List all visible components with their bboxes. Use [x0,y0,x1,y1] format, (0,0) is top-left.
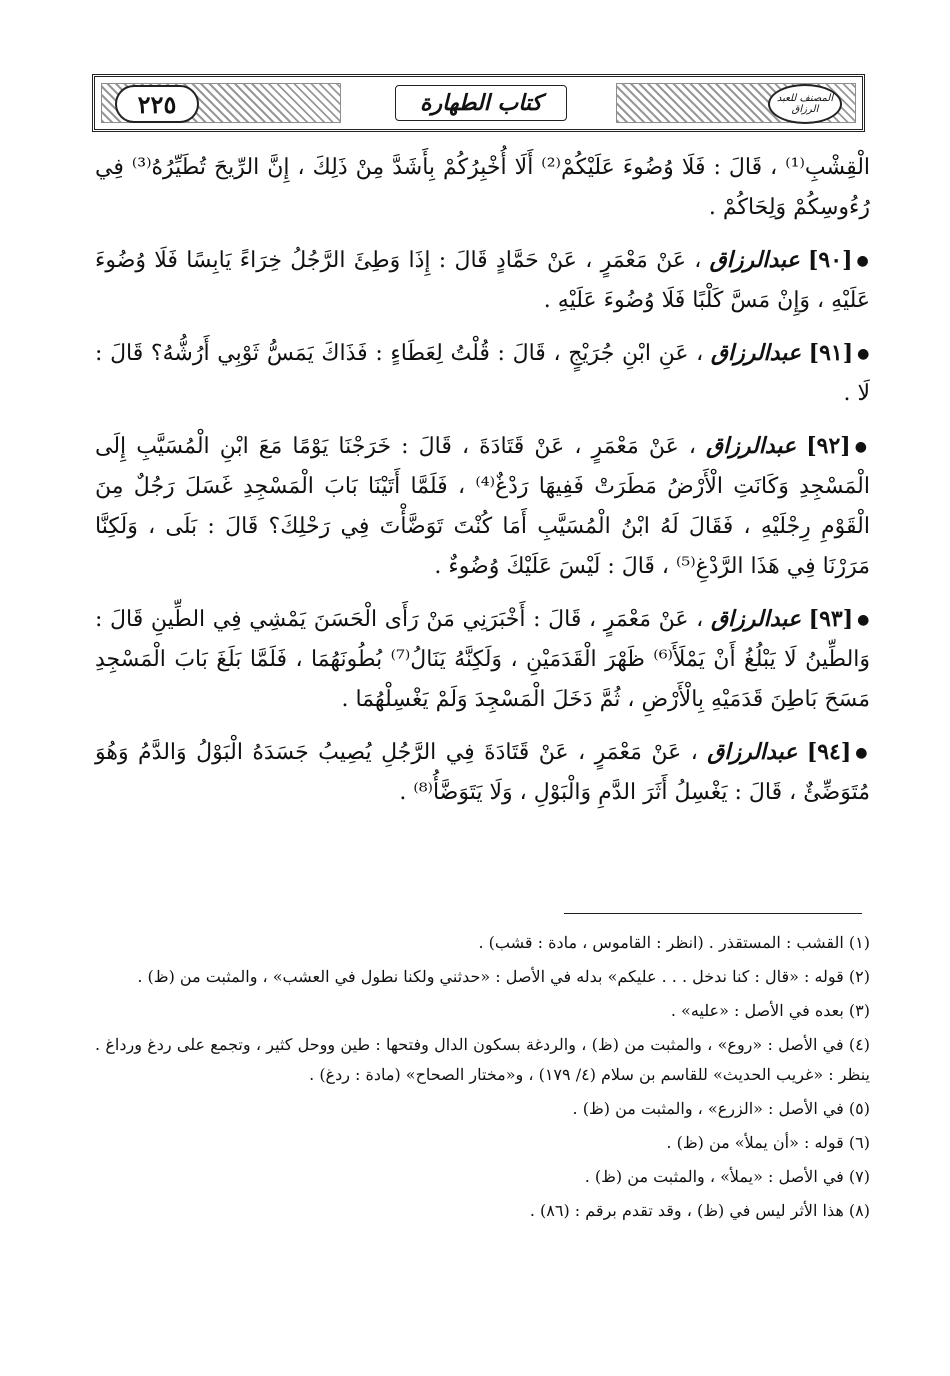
bullet-icon: ● [857,346,871,362]
hadith-author: عبدالرزاق [710,340,801,366]
hadith-93 [95,599,870,720]
hadith-author: عبدالرزاق [707,739,798,765]
hadith-90 [95,240,870,321]
hadith-number: [٩٠] [808,247,853,273]
hadith-94 [95,732,870,813]
footnote-7: (٧) في الأصل : «يملأ» ، والمثبت من (ظ) . [584,1167,870,1186]
hadith-number: [٩٤] [806,739,852,765]
hadith-author: عبدالرزاق [706,433,797,459]
page-header [92,74,865,132]
footnotes [95,928,870,1230]
paragraph-continued: الْقِشْبِ⁽¹⁾ ، قَالَ : فَلَا وُضُوءَ عَلَيْكُمْ⁽²⁾ أَلَا أُخْبِرُكُمْ بِأَشَدَّ مِنْ ذَلِكَ ، إِنَّ الرِّيحَ تُطَيِّرُهُ⁽³⁾ فِي رُءُوسِكُمْ وَلِحَاكُمْ . [95,155,871,220]
bullet-icon: ● [857,612,871,628]
footnote-3: (٣) بعده في الأصل : «عليه» . [670,1001,870,1020]
hadith-text: ، عَنْ مَعْمَرٍ ، عَنْ قَتَادَةَ ، قَالَ : خَرَجْنَا يَوْمًا مَعَ ابْنِ الْمُسَيَّبِ إِلَى الْمَسْجِدِ وَكَانَتِ الْأَرْضُ مَطَرَتْ فَفِيهَا رَدْغٌ⁽⁴⁾ ، فَلَمَّا أَتَيْنَا بَابَ الْمَسْجِدِ غَسَلَ رَجُلٌ مِنَ الْقَوْمِ رِجْلَيْهِ ، فَقَالَ لَهُ ابْنُ الْمُسَيَّبِ أَمَا كُنْتَ تَوَضَّأْتَ فِي رَحْلِكَ؟ قَالَ : بَلَى ، وَلَكِنَّا مَرَرْنَا فِي هَذَا الرَّدْغِ⁽⁵⁾ ، قَالَ : لَيْسَ عَلَيْكَ وُضُوءٌ . [95,434,870,579]
hadith-text: ، عَنْ مَعْمَرٍ ، عَنْ حَمَّادٍ قَالَ : إِذَا وَطِئَ الرَّجُلُ خِرَاءً يَابِسًا فَلَا وُضُوءَ عَلَيْهِ ، وَإِنْ مَسَّ كَلْبًا فَلَا وُضُوءَ عَلَيْهِ . [95,248,870,313]
footnote-1: (١) القشب : المستقذر . (انظر : القاموس ، مادة : قشب) . [478,933,870,952]
hadith-author: عبدالرزاق [709,247,800,273]
footnote-6: (٦) قوله : «أن يملأ» من (ظ) . [666,1133,870,1152]
hadith-text: ، عَنْ مَعْمَرٍ ، قَالَ : أَخْبَرَنِي مَنْ رَأَى الْحَسَنَ يَمْشِي فِي الطِّينِ قَالَ : وَالطِّينُ لَا يَبْلُغُ أَنْ يَمْلَأَ⁽⁶⁾ ظَهْرَ الْقَدَمَيْنِ ، وَلَكِنَّهُ يَنَالُ⁽⁷⁾ بُطُونَهُمَا ، فَلَمَّا بَلَغَ بَابَ الْمَسْجِدِ مَسَحَ بَاطِنَ قَدَمَيْهِ بِالْأَرْضِ ، ثُمَّ دَخَلَ الْمَسْجِدَ وَلَمْ يَغْسِلْهُمَا . [95,607,871,712]
hadith-92 [95,426,870,587]
hadith-text: ، عَنْ مَعْمَرٍ ، عَنْ قَتَادَةَ فِي الرَّجُلِ يُصِيبُ جَسَدَهُ الْبَوْلُ وَالدَّمُ وَهُوَ مُتَوَضِّئٌ ، قَالَ : يَغْسِلُ أَثَرَ الدَّمِ وَالْبَوْلِ ، وَلَا يَتَوَضَّأُ⁽⁸⁾ . [95,740,870,805]
footnote-divider [564,913,862,914]
footnote-2: (٢) قوله : «قال : كنا ندخل . . . عليكم» بدله في الأصل : «حدثني ولكنا نطول في العشب» ، والمثبت من (ظ) . [137,967,870,986]
hadith-number: [٩٢] [806,433,851,459]
book-title: كتاب الطهارة [395,85,567,121]
hadith-number: [٩١] [808,340,854,366]
hadith-author: عبدالرزاق [710,606,802,632]
publisher-logo: المصنف للعبد الرزاق [768,84,842,124]
bullet-icon: ● [854,439,871,455]
bullet-icon: ● [855,745,870,761]
page-number: ٢٢٥ [115,85,199,123]
hadith-91 [95,333,870,414]
hadith-number: [٩٣] [808,606,854,632]
footnote-8: (٨) هذا الأثر ليس في (ظ) ، وقد تقدم برقم : (٨٦) . [529,1201,870,1220]
hadith-text: ، عَنِ ابْنِ جُرَيْجٍ ، قَالَ : قُلْتُ لِعَطَاءٍ : فَذَاكَ يَمَسُّ ثَوْبِي أَرُشُّهُ؟ قَالَ : لَا . [95,341,870,406]
footnote-4: (٤) في الأصل : «روع» ، والمثبت من (ظ) ، والردغة بسكون الدال وفتحها : طين ووحل كثير ، وتجمع على ردغ ورداغ . ينظر : «غريب الحديث» للقاسم بن سلام (٤/ ١٧٩) ، و«مختار الصحاح» (مادة : ردغ) . [95,1035,870,1084]
footnote-5: (٥) في الأصل : «الزرع» ، والمثبت من (ظ) . [572,1099,870,1118]
bullet-icon: ● [856,253,870,269]
main-text [95,148,870,825]
